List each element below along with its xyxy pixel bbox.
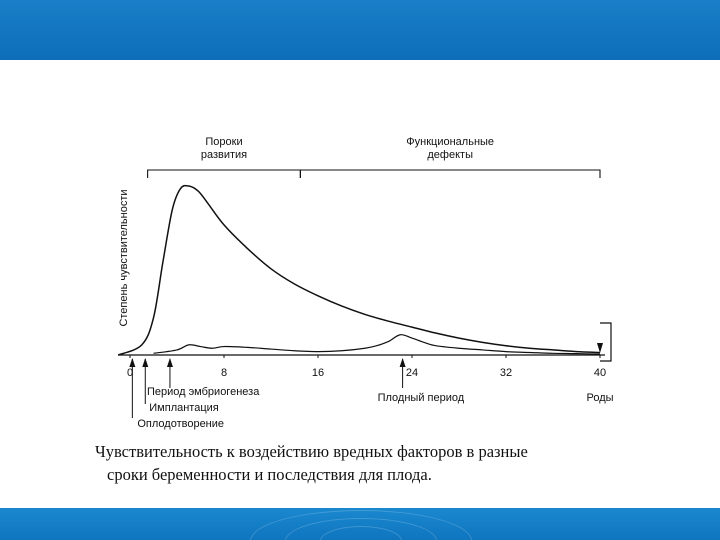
x-tick-label: 40 [593,367,607,379]
x-tick-label: 16 [311,367,325,379]
event-arrow-head [142,358,148,367]
event-arrow-head [129,358,135,367]
caption-line-1: Чувствительность к воздействию вредных факторов в разные [95,442,528,461]
event-arrow-head [400,358,406,367]
y-axis-label: Степень чувствительности [118,189,130,327]
bracket-label: Пороки [205,136,243,148]
x-tick-label: 32 [499,367,513,379]
event-label: Имплантация [149,402,219,414]
event-label: Плодный период [377,392,465,404]
caption-line-2: сроки беременности и последствия для плода. [107,465,432,484]
series-group [118,186,600,355]
chart-axes [118,323,611,361]
bracket-label: развития [200,149,248,161]
x-tick-label: 8 [220,367,228,379]
bracket-line [148,170,301,178]
event-markers [126,343,614,430]
bracket-label: дефекты [427,149,473,161]
event-label: Оплодотворение [137,418,225,430]
bracket-group [148,136,600,178]
event-arrow-head [167,358,173,367]
tick-labels [127,355,606,379]
x-tick-label: 0 [126,367,134,379]
event-label: Роды [586,392,614,404]
series-line-1 [118,186,600,355]
bracket-label: Функциональные [406,136,495,148]
x-tick-label: 24 [405,367,419,379]
series-line-2 [154,335,601,355]
event-arrow-head [597,343,603,353]
event-label: Период эмбриогенеза [146,386,260,398]
figure-caption [95,440,655,486]
bracket-line [300,170,600,178]
footer-bar [0,508,720,540]
